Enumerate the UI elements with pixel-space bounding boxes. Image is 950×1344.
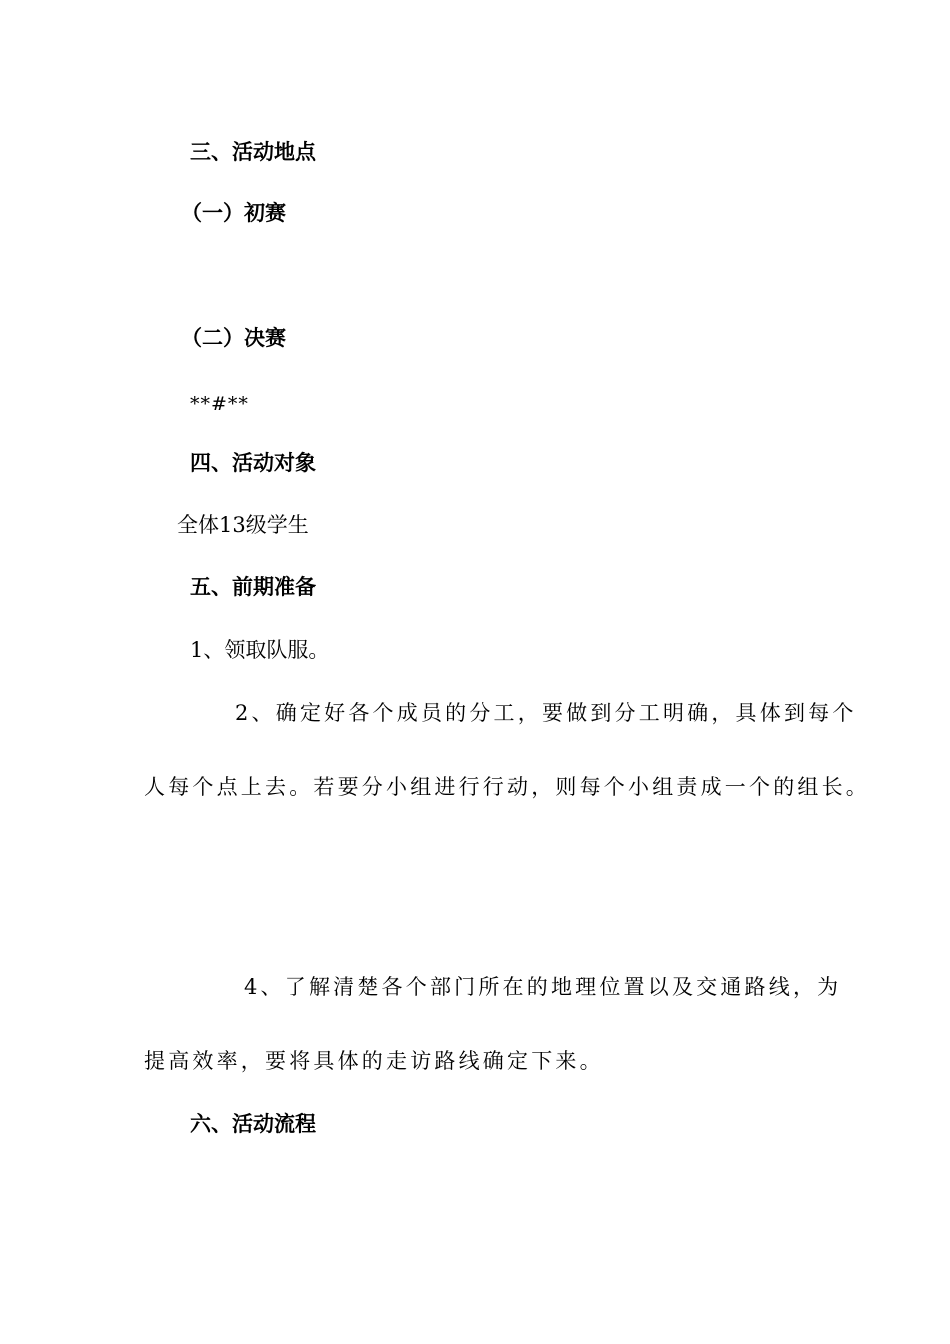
section-4-heading: 四、活动对象	[190, 450, 316, 475]
section-3-subheading-final: （二）决赛	[181, 325, 286, 350]
section-5-item-4-line-1: 4、了解清楚各个部门所在的地理位置以及交通路线，为	[244, 975, 842, 999]
section-3-subheading-preliminary: （一）初赛	[181, 200, 286, 225]
section-3-heading: 三、活动地点	[190, 139, 316, 164]
section-5-item-2-line-1: 2、确定好各个成员的分工，要做到分工明确，具体到每个	[235, 701, 857, 725]
section-5-item-1: 1、领取队服。	[190, 638, 330, 662]
final-venue-text: **#**	[190, 393, 249, 415]
section-5-item-4-line-2: 提高效率，要将具体的走访路线确定下来。	[144, 1049, 604, 1073]
section-4-content: 全体13级学生	[177, 513, 309, 537]
section-5-item-2-line-2: 人每个点上去。若要分小组进行行动，则每个小组责成一个的组长。	[144, 775, 870, 799]
section-5-heading: 五、前期准备	[190, 574, 316, 599]
section-6-heading: 六、活动流程	[190, 1111, 316, 1136]
